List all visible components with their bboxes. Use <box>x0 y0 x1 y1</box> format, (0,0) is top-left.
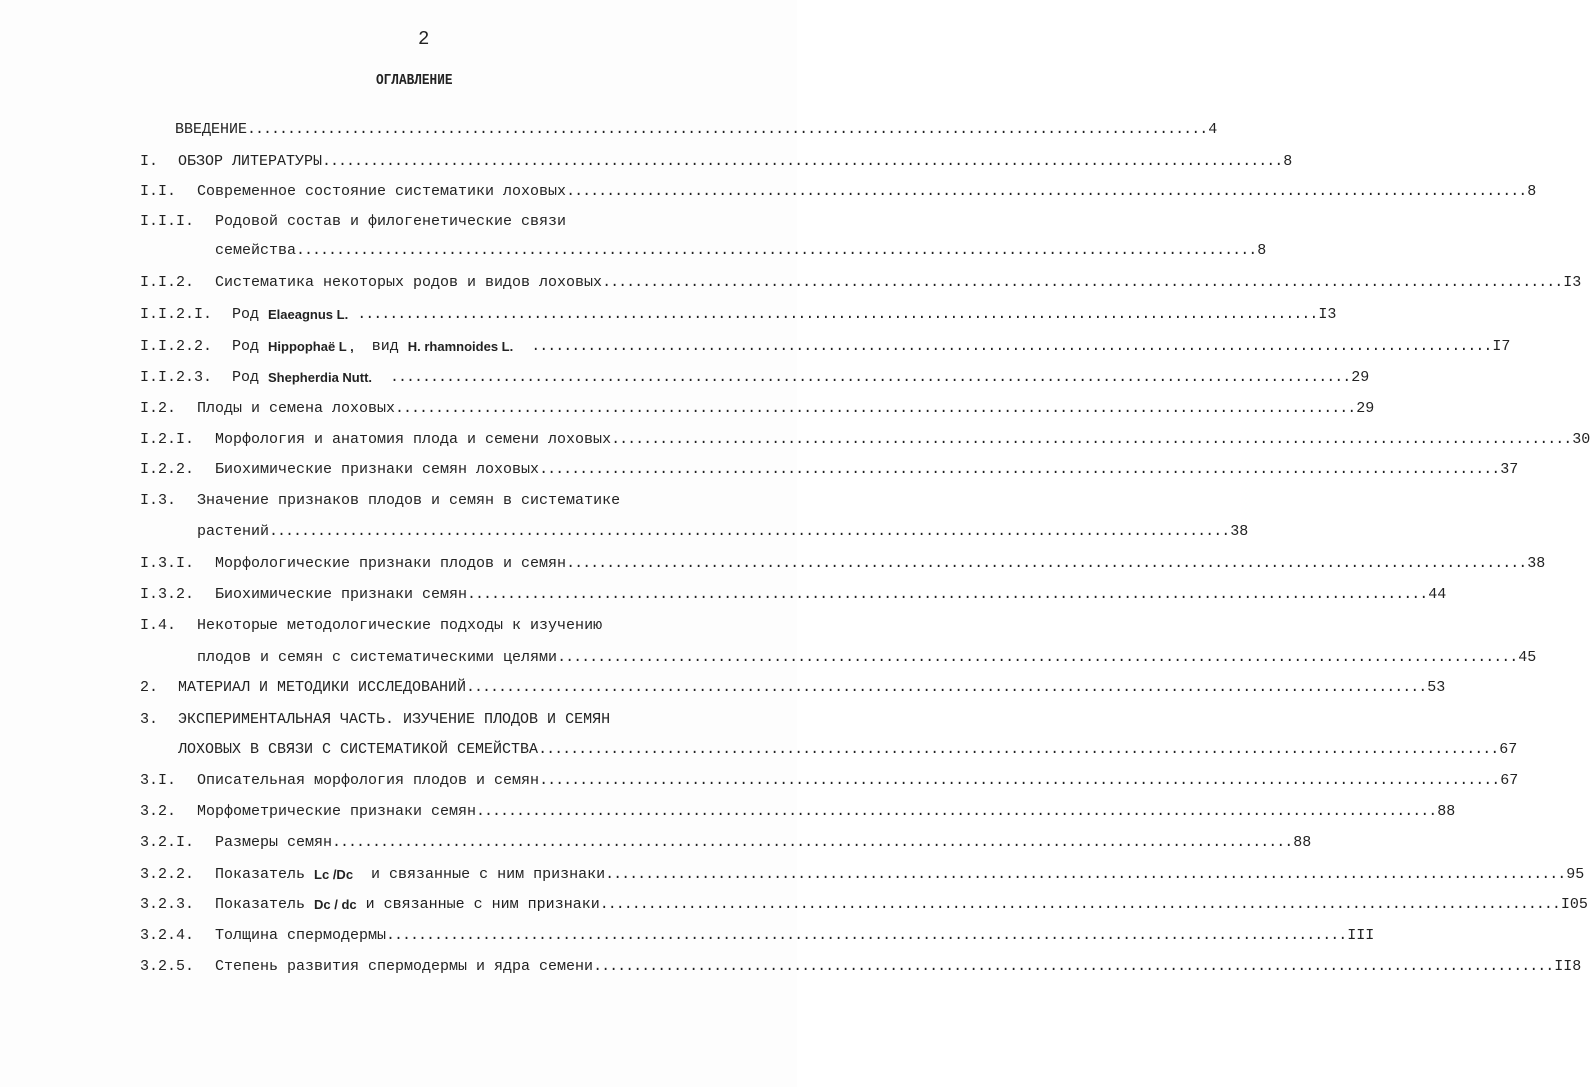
latin-name: H. rhamnoides L. <box>407 339 514 354</box>
entry-number: 3. <box>140 711 159 728</box>
entry-title: МАТЕРИАЛ И МЕТОДИКИ ИССЛЕДОВАНИЙ <box>178 679 467 696</box>
page-ref: 29 <box>1351 369 1370 386</box>
page-ref: 95 <box>1566 866 1585 883</box>
entry-number: 3.I. <box>140 772 177 789</box>
latin-name: Lc /Dc <box>314 867 354 882</box>
entry-title <box>372 367 390 389</box>
page-number: 2 <box>418 28 430 50</box>
entry-title <box>348 304 357 326</box>
toc-entry <box>0 770 1519 792</box>
entry-title: Некоторые методологические подходы к изучению <box>197 617 603 634</box>
dot-leader: ........................................................................................................................ <box>357 306 1318 323</box>
entry-title: семейства <box>215 242 297 259</box>
page-ref: 45 <box>1518 649 1537 666</box>
toc-entry <box>0 240 1267 262</box>
entry-number: 3.2.3. <box>140 896 195 913</box>
entry-title: Значение признаков плодов и семян в систематике <box>197 492 621 509</box>
entry-number: 3.2. <box>140 803 177 820</box>
page-ref: I7 <box>1492 338 1511 355</box>
entry-number: I. <box>140 153 159 170</box>
entry-title: и связанные с ним признаки <box>353 866 606 883</box>
toc-entry <box>0 367 1370 389</box>
dot-leader: ........................................................................................................................ <box>599 896 1560 913</box>
toc-entry <box>0 490 797 512</box>
page-ref: 44 <box>1428 586 1447 603</box>
toc-entry <box>0 709 797 731</box>
entry-number: 3.2.5. <box>140 958 195 975</box>
page-ref: 67 <box>1500 772 1519 789</box>
toc-entry <box>0 647 1537 669</box>
dot-leader: ........................................................................................................................ <box>269 523 1230 540</box>
entry-title: Размеры семян <box>215 834 333 851</box>
page-ref: I3 <box>1318 306 1337 323</box>
dot-leader: ........................................................................................................................ <box>296 242 1257 259</box>
dot-leader: ........................................................................................................................ <box>322 153 1283 170</box>
entry-title: ОБЗОР ЛИТЕРАТУРЫ <box>178 153 323 170</box>
page-ref: I3 <box>1563 274 1582 291</box>
dot-leader: ........................................................................................................................ <box>557 649 1518 666</box>
dot-leader: ........................................................................................................................ <box>531 338 1492 355</box>
entry-number: I.I.2.I. <box>140 306 213 323</box>
entry-title: Описательная морфология плодов и семян <box>197 772 540 789</box>
toc-entry <box>0 894 1588 916</box>
latin-name: Shepherdia Nutt. <box>268 370 373 385</box>
entry-number: I.I.2.2. <box>140 338 213 355</box>
entry-title: Современное состояние систематики лоховых <box>197 183 567 200</box>
entry-number: 3.2.I. <box>140 834 195 851</box>
page-ref: 29 <box>1356 400 1375 417</box>
entry-number: I.I.I. <box>140 213 195 230</box>
entry-title: Морфология и анатомия плода и семени лоховых <box>215 431 612 448</box>
dot-leader: ........................................................................................................................ <box>386 927 1347 944</box>
toc-entry <box>0 677 1446 699</box>
page-ref: 30 <box>1572 431 1590 448</box>
entry-title: Морфометрические признаки семян <box>197 803 477 820</box>
toc-entry <box>0 925 1375 947</box>
page-ref: II8 <box>1554 958 1582 975</box>
dot-leader: ........................................................................................................................ <box>332 834 1293 851</box>
page-ref: 88 <box>1437 803 1456 820</box>
dot-leader: ........................................................................................................................ <box>395 400 1356 417</box>
entry-title: Род <box>232 369 269 386</box>
dot-leader: ........................................................................................................................ <box>538 741 1499 758</box>
dot-leader: ........................................................................................................................ <box>476 803 1437 820</box>
page-title: ОГЛАВЛЕНИЕ <box>376 72 453 89</box>
toc-entry <box>0 272 1582 294</box>
toc-entry <box>0 739 1518 761</box>
page-ref: 38 <box>1527 555 1546 572</box>
entry-number: I.2.I. <box>140 431 195 448</box>
entry-title: вид <box>353 338 408 355</box>
dot-leader: ........................................................................................................................ <box>390 369 1351 386</box>
page-ref: 4 <box>1208 121 1218 138</box>
toc-entry <box>0 429 1590 451</box>
entry-title: плодов и семян с систематическими целями <box>197 649 558 666</box>
toc-entry <box>0 956 1582 978</box>
dot-leader: ........................................................................................................................ <box>566 555 1527 572</box>
dot-leader: ........................................................................................................................ <box>539 461 1500 478</box>
toc-entry <box>0 181 1537 203</box>
latin-name: Dc / dc <box>314 897 357 912</box>
entry-number: I.2. <box>140 400 177 417</box>
dot-leader: ........................................................................................................................ <box>602 274 1563 291</box>
page-ref: 88 <box>1293 834 1312 851</box>
toc-entry <box>0 459 1519 481</box>
entry-title: ЛОХОВЫХ В СВЯЗИ С СИСТЕМАТИКОЙ СЕМЕЙСТВА <box>178 741 539 758</box>
entry-title: Морфологические признаки плодов и семян <box>215 555 567 572</box>
toc-entry <box>0 119 1218 141</box>
toc-entry <box>0 151 1293 173</box>
entry-number: 3.2.4. <box>140 927 195 944</box>
dot-leader: ........................................................................................................................ <box>593 958 1554 975</box>
entry-title: Родовой состав и филогенетические связи <box>215 213 567 230</box>
latin-name: Hippophaë L , <box>268 339 354 354</box>
entry-title: Степень развития спермодермы и ядра семени <box>215 958 594 975</box>
entry-number: 3.2.2. <box>140 866 195 883</box>
page-ref: 8 <box>1257 242 1267 259</box>
dot-leader: ........................................................................................................................ <box>566 183 1527 200</box>
toc-entry <box>0 584 1447 606</box>
entry-title: Плоды и семена лоховых <box>197 400 396 417</box>
dot-leader: ........................................................................................................................ <box>611 431 1572 448</box>
dot-leader: ........................................................................................................................ <box>605 866 1566 883</box>
entry-number: 2. <box>140 679 159 696</box>
toc-entry <box>0 615 797 637</box>
entry-number: I.4. <box>140 617 177 634</box>
entry-title: Толщина спермодермы <box>215 927 387 944</box>
dot-leader: ........................................................................................................................ <box>539 772 1500 789</box>
entry-number: I.2.2. <box>140 461 195 478</box>
toc-entry <box>0 864 1585 886</box>
toc-entry <box>0 398 1375 420</box>
dot-leader: ........................................................................................................................ <box>466 679 1427 696</box>
entry-title: растений <box>197 523 270 540</box>
page-ref: 8 <box>1527 183 1537 200</box>
toc-entry <box>0 801 1456 823</box>
entry-title: Род <box>232 338 269 355</box>
page-ref: 67 <box>1499 741 1518 758</box>
entry-number: I.I.2. <box>140 274 195 291</box>
page-ref: 38 <box>1230 523 1249 540</box>
entry-title: Показатель <box>215 896 315 913</box>
toc-entry <box>0 521 1249 543</box>
entry-number: I.3. <box>140 492 177 509</box>
entry-title: ВВЕДЕНИЕ <box>175 121 248 138</box>
entry-number: I.I.2.3. <box>140 369 213 386</box>
toc-entry <box>0 832 1312 854</box>
page-ref: 53 <box>1427 679 1446 696</box>
entry-number: I.I. <box>140 183 177 200</box>
entry-number: I.3.2. <box>140 586 195 603</box>
toc-entry <box>0 553 1546 575</box>
entry-title: Род <box>232 306 269 323</box>
entry-title: Показатель <box>215 866 315 883</box>
toc-entry <box>0 211 797 233</box>
page-ref: 8 <box>1283 153 1293 170</box>
entry-title: Биохимические признаки семян <box>215 586 468 603</box>
toc-entry <box>0 304 1337 326</box>
entry-title: и связанные с ним признаки <box>356 896 600 913</box>
entry-title: ЭКСПЕРИМЕНТАЛЬНАЯ ЧАСТЬ. ИЗУЧЕНИЕ ПЛОДОВ И СЕМЯН <box>178 711 611 728</box>
page-ref: III <box>1347 927 1375 944</box>
toc-entry <box>0 336 1511 358</box>
dot-leader: ........................................................................................................................ <box>467 586 1428 603</box>
entry-title: Биохимические признаки семян лоховых <box>215 461 540 478</box>
page-ref: 37 <box>1500 461 1519 478</box>
dot-leader: ........................................................................................................................ <box>247 121 1208 138</box>
page-ref: I05 <box>1560 896 1588 913</box>
entry-number: I.3.I. <box>140 555 195 572</box>
entry-title <box>513 336 531 358</box>
entry-title: Систематика некоторых родов и видов лоховых <box>215 274 603 291</box>
latin-name: Elaeagnus L. <box>268 307 349 322</box>
